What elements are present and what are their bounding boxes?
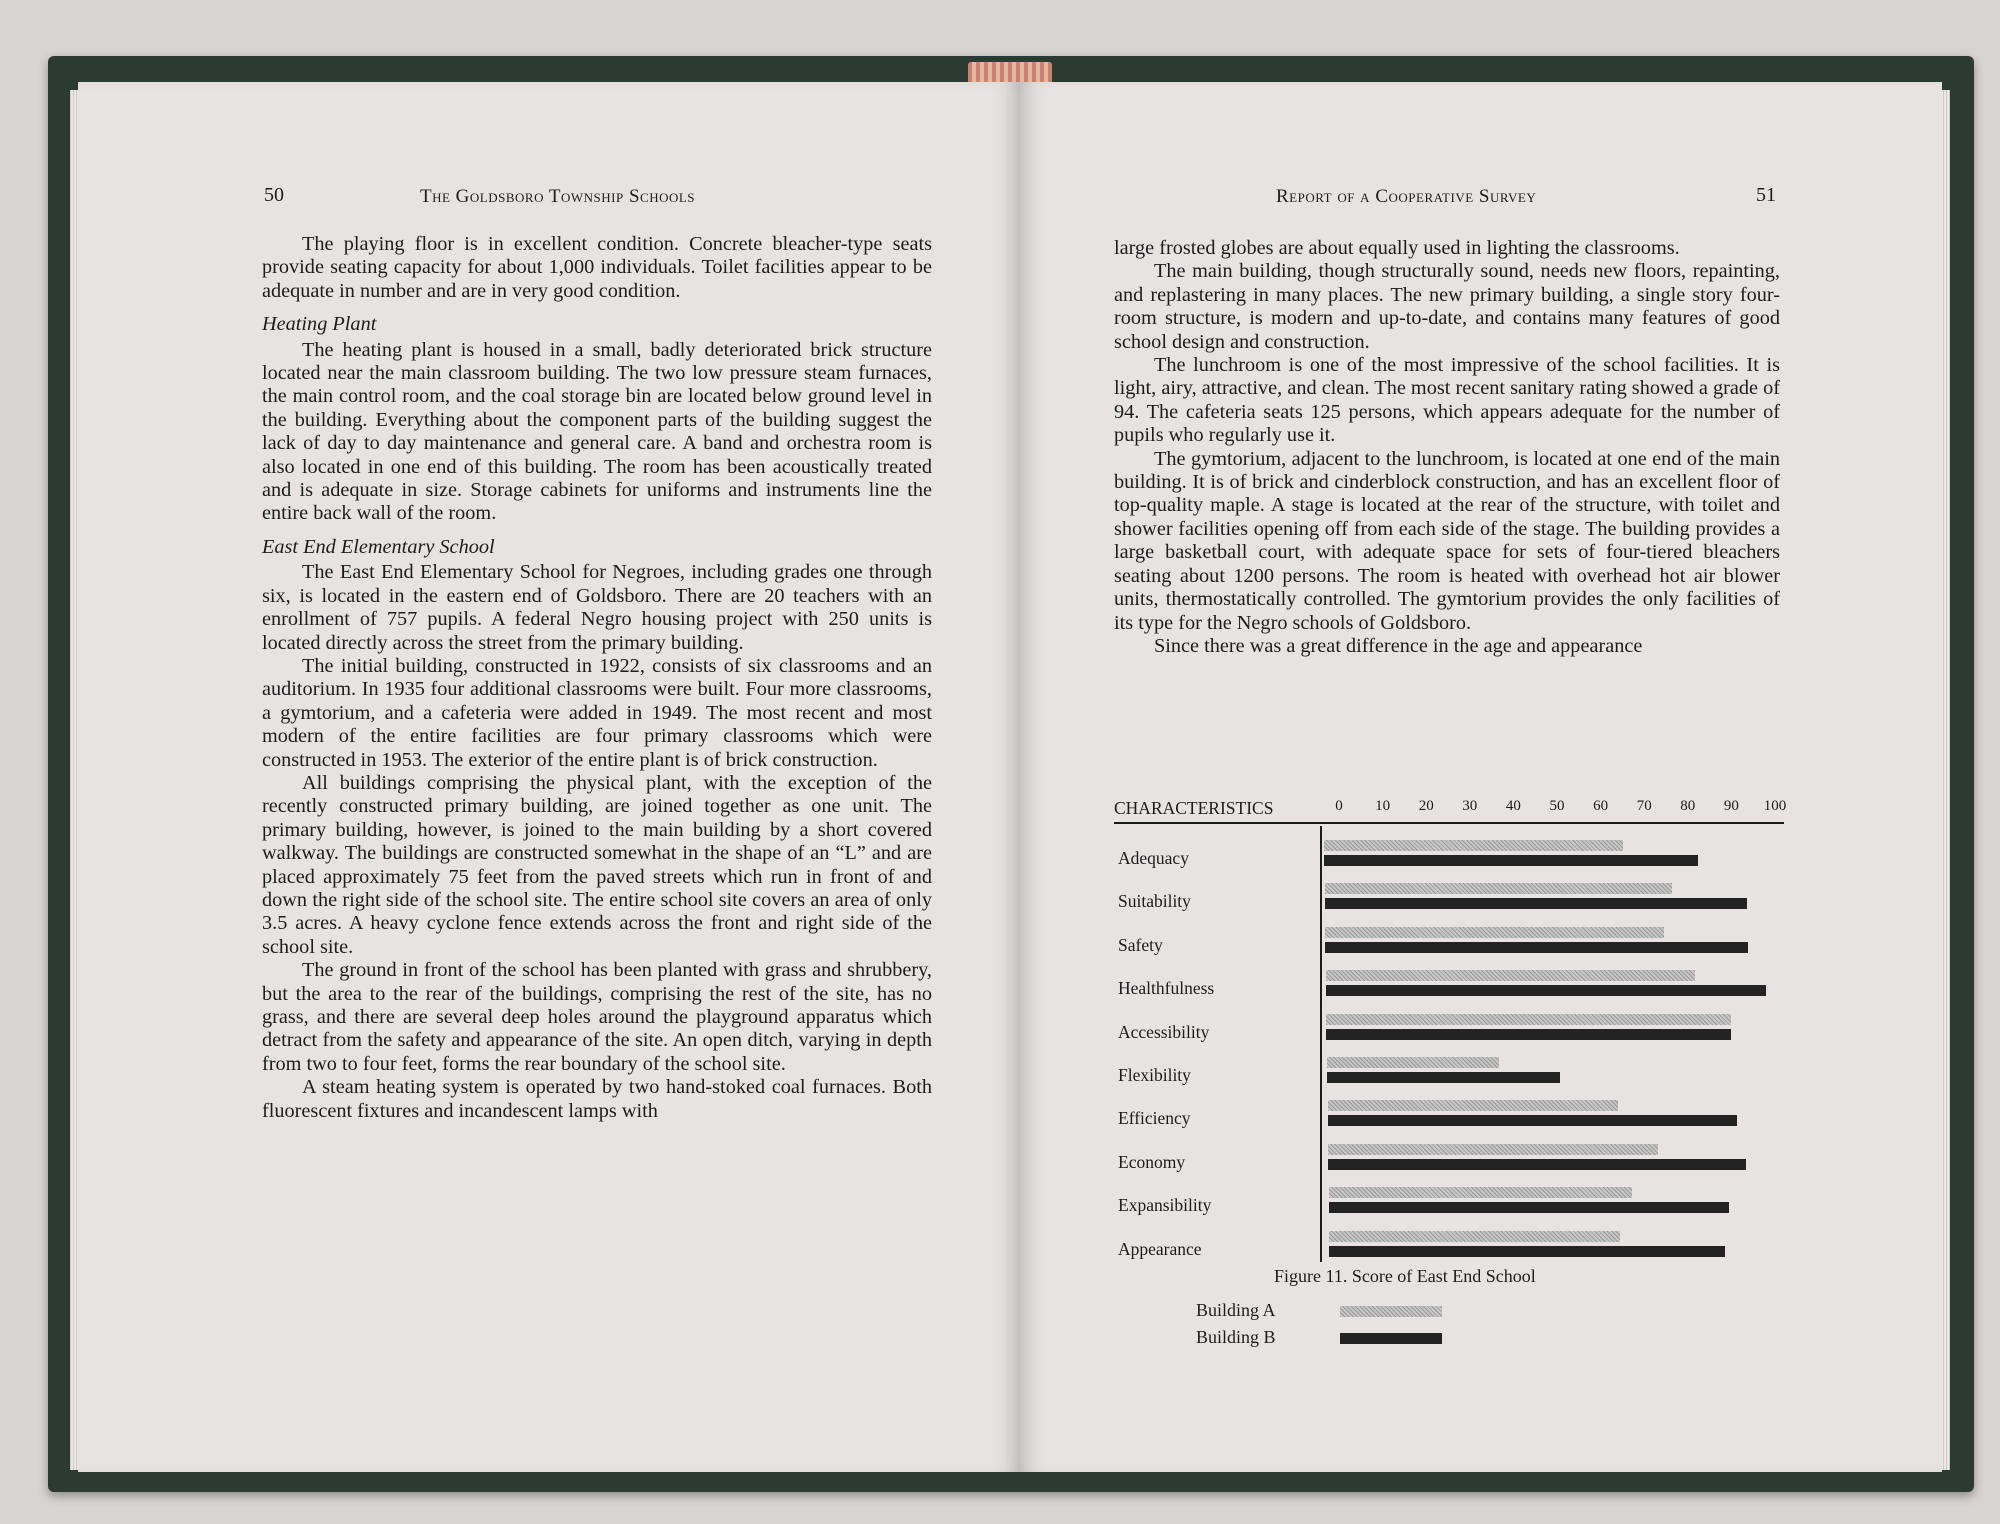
chart-axis-line bbox=[1320, 826, 1322, 1262]
bar-building-b bbox=[1328, 1159, 1746, 1170]
left-page-number: 50 bbox=[264, 184, 284, 206]
category-label: Flexibility bbox=[1118, 1065, 1191, 1085]
bar-building-a bbox=[1325, 883, 1673, 894]
category-label: Appearance bbox=[1118, 1238, 1202, 1259]
bar-building-b bbox=[1326, 1029, 1731, 1040]
paragraph: The East End Elementary School for Negroes, including grades one through six, is located in the eastern end of Goldsboro. There are 20 teachers with an enrollment of 757 pupils. A federal Negro housing project with 250 units is located directly across the street from the primary building. bbox=[262, 561, 932, 654]
paragraph: All buildings comprising the physical plant, with the exception of the recently constructed primary building, are joined together as one unit. The primary building, however, is joined to the main building by a short covered walkway. The buildings are constructed somewhat in the shape of an “L” and are placed approximately 75 feet from the paved streets which run in front of and down the right side of the school site. The entire school site covers an area of only 3.5 acres. A heavy cyclone fence extends across the front and right side of the school site. bbox=[262, 771, 932, 958]
legend-label: Building B bbox=[1196, 1327, 1276, 1347]
paragraph: The lunchroom is one of the most impressive of the school facilities. It is light, airy, attractive, and clean. The most recent sanitary rating showed a grade of 94. The cafeteria seats 125 persons, which appears adequate for the number of pupils who regularly use it. bbox=[1114, 354, 1780, 447]
category-label: Efficiency bbox=[1118, 1108, 1191, 1129]
paragraph: A steam heating system is operated by two hand-stoked coal furnaces. Both fluorescent fixtures and incandescent lamps with bbox=[262, 1076, 932, 1122]
right-page-number: 51 bbox=[1756, 184, 1776, 206]
axis-tick-label: 0 bbox=[1335, 798, 1343, 814]
bar-building-a bbox=[1328, 1100, 1618, 1111]
bar-building-b bbox=[1327, 1072, 1560, 1083]
axis-tick-label: 80 bbox=[1680, 798, 1696, 814]
bar-building-a bbox=[1329, 1231, 1619, 1242]
category-label: Healthfulness bbox=[1118, 978, 1215, 999]
section-heading: Heating Plant bbox=[262, 313, 377, 336]
right-running-head: Report of a Cooperative Survey bbox=[1276, 186, 1537, 207]
axis-tick-label: 50 bbox=[1549, 798, 1565, 814]
bar-building-a bbox=[1324, 840, 1623, 851]
score-chart bbox=[1114, 798, 1787, 1358]
category-label: Safety bbox=[1118, 934, 1163, 955]
legend-swatch bbox=[1340, 1306, 1442, 1317]
bar-building-b bbox=[1325, 942, 1747, 953]
figure-caption: Figure 11. Score of East End School bbox=[1274, 1266, 1536, 1286]
category-label: Economy bbox=[1118, 1151, 1186, 1172]
section-heading: East End Elementary School bbox=[262, 535, 495, 558]
bar-building-b bbox=[1326, 985, 1766, 996]
bar-building-b bbox=[1325, 898, 1747, 909]
bar-building-b bbox=[1329, 1246, 1725, 1257]
bar-building-a bbox=[1325, 927, 1664, 938]
axis-tick-label: 90 bbox=[1723, 798, 1739, 814]
paragraph: The gymtorium, adjacent to the lunchroom, is located at one end of the main building. It is of brick and cinderblock construction, and has an excellent floor of top-quality maple. A stage is located at the rear of the structure, with toilet and shower facilities opening off from each side of the stage. The building provides a large basketball court, with adequate space for sets of four-tiered bleachers seating about 1200 persons. The room is heated with overhead hot air blower units, thermostatically controlled. The gymtorium provides the only facilities of its type for the Negro schools of Goldsboro. bbox=[1114, 447, 1780, 634]
legend-label: Building A bbox=[1196, 1300, 1276, 1320]
paragraph: The initial building, constructed in 1922, consists of six classrooms and an auditorium. In 1935 four additional classrooms were built. Four more classrooms, a gymtorium, and a cafeteria were added in 1949. The most recent and most modern of the entire facilities are four primary classrooms which were constructed in 1953. The exterior of the entire plant is of brick construction. bbox=[262, 654, 932, 771]
bar-building-a bbox=[1327, 1057, 1499, 1068]
axis-tick-label: 70 bbox=[1636, 798, 1652, 814]
paragraph: large frosted globes are about equally used in lighting the classrooms. bbox=[1114, 237, 1680, 259]
legend-swatch bbox=[1340, 1333, 1442, 1344]
left-running-head: The Goldsboro Township Schools bbox=[420, 186, 696, 207]
bar-building-a bbox=[1326, 970, 1696, 981]
category-label: Accessibility bbox=[1118, 1021, 1210, 1042]
paragraph: The playing floor is in excellent condition. Concrete bleacher-type seats provide seating capacity for about 1,000 individuals. Toilet facilities appear to be adequate in number and are in very good condition. bbox=[262, 233, 932, 302]
axis-tick-label: 30 bbox=[1462, 798, 1478, 814]
category-label: Adequacy bbox=[1118, 848, 1189, 868]
bar-building-a bbox=[1326, 1014, 1731, 1025]
paragraph: The ground in front of the school has been planted with grass and shrubbery, but the area to the rear of the buildings, comprising the rest of the site, has no grass, and there are several deep holes around the playground apparatus which detract from the safety and appearance of the site. An open ditch, varying in depth from two to four feet, forms the rear boundary of the school site. bbox=[262, 959, 932, 1075]
bar-building-b bbox=[1329, 1202, 1729, 1213]
paragraph: The heating plant is housed in a small, badly deteriorated brick structure located near the main classroom building. The two low pressure steam furnaces, the main control room, and the coal storage bin are located below ground level in the building. Everything about the component parts of the building suggest the lack of day to day maintenance and general care. A band and orchestra room is also located in one end of this building. The room has been acoustically treated and is adequate in size. Storage cabinets for uniforms and instruments line the entire back wall of the room. bbox=[262, 338, 932, 525]
axis-tick-label: 60 bbox=[1593, 798, 1609, 814]
axis-tick-label: 40 bbox=[1505, 798, 1521, 814]
paragraph: Since there was a great difference in the age and appearance bbox=[1154, 634, 1643, 657]
bar-building-b bbox=[1328, 1115, 1737, 1126]
axis-tick-label: 10 bbox=[1375, 798, 1391, 814]
left-page-body bbox=[262, 233, 932, 1123]
paragraph: The main building, though structurally sound, needs new floors, repainting, and replastering in many places. The new primary building, a single story four-room structure, is modern and up-to-date, and contains many features of good school design and construction. bbox=[1114, 260, 1780, 353]
axis-tick-label: 100 bbox=[1763, 798, 1787, 814]
category-label: Suitability bbox=[1118, 891, 1191, 912]
bar-building-a bbox=[1329, 1187, 1633, 1198]
chart-header-rule bbox=[1114, 822, 1784, 824]
bar-building-a bbox=[1328, 1144, 1658, 1155]
chart-header-label: CHARACTERISTICS bbox=[1114, 798, 1274, 818]
category-label: Expansibility bbox=[1118, 1195, 1212, 1216]
spine-headband bbox=[968, 62, 1052, 84]
bar-building-b bbox=[1324, 855, 1698, 866]
right-page-body bbox=[1114, 237, 1780, 658]
axis-tick-label: 20 bbox=[1418, 798, 1434, 814]
